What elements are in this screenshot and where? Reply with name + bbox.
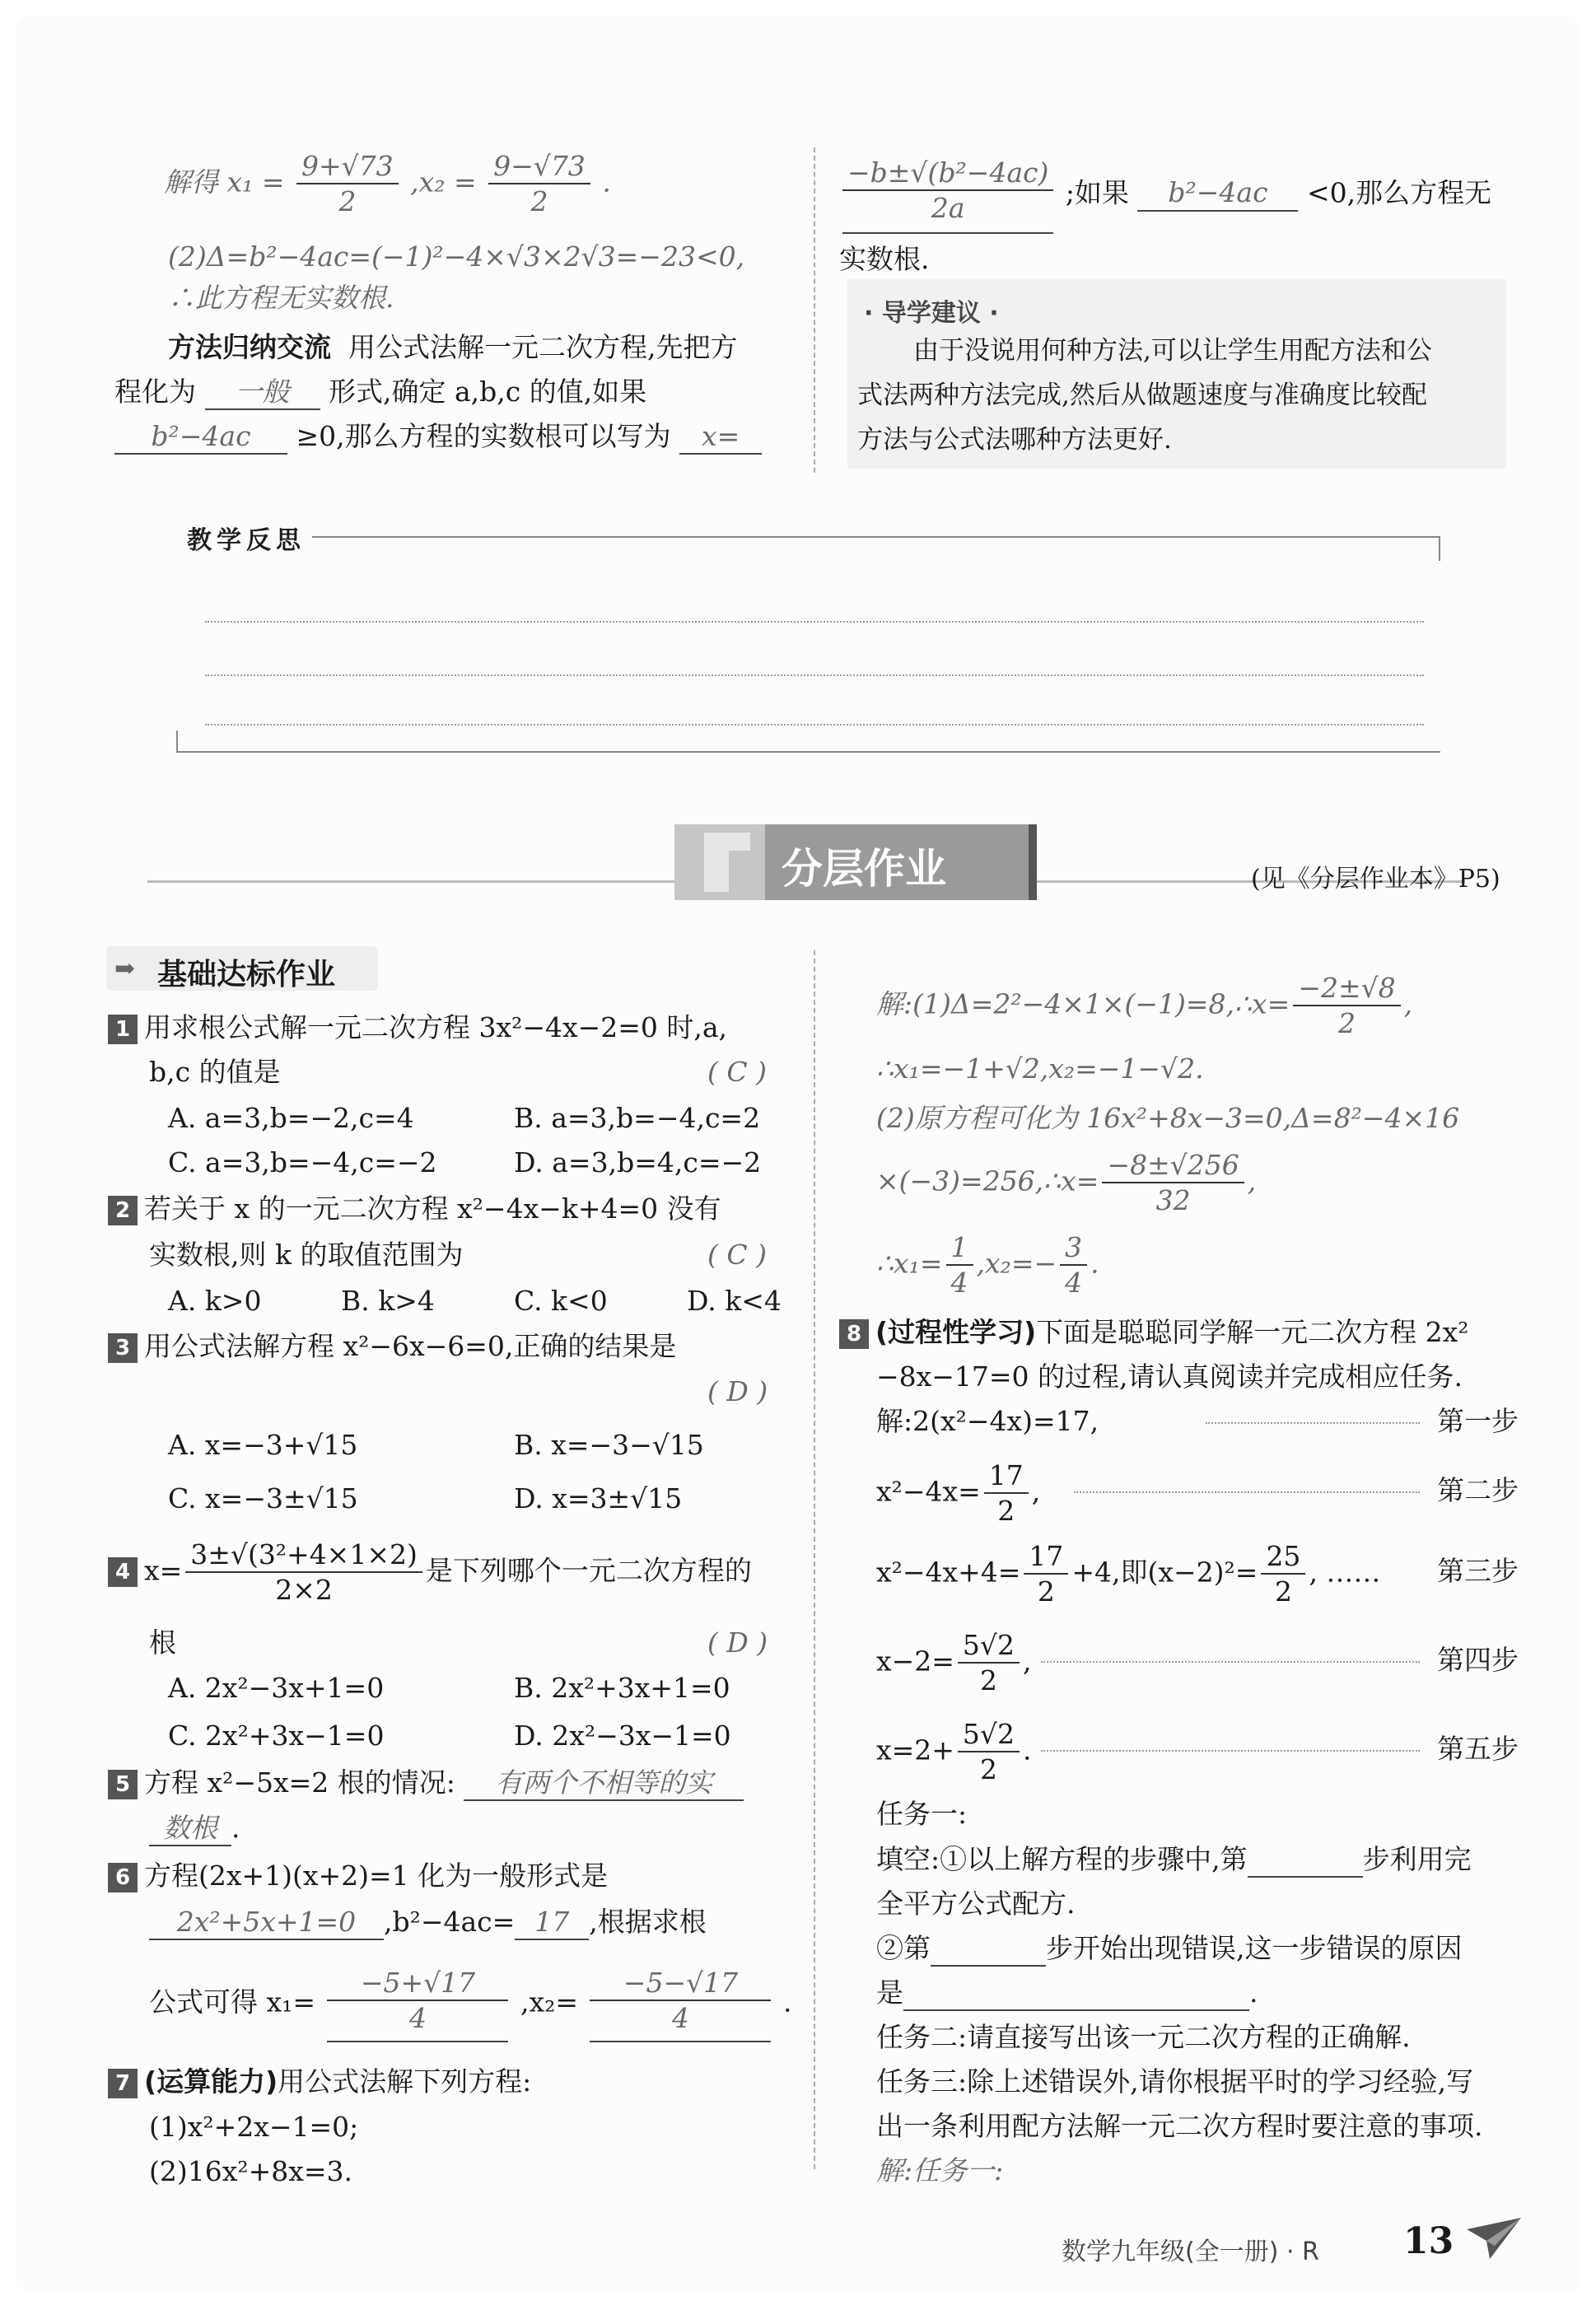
blank-discriminant-2[interactable]: b²−4ac: [1137, 175, 1298, 211]
q1-option-d[interactable]: D. a=3,b=4,c=−2: [514, 1146, 762, 1178]
reflection-title: 教学反思: [187, 526, 306, 555]
reflection-right-tick: [1439, 536, 1440, 561]
q8-step-1: 解:2(x²−4x)=17, 第一步: [876, 1405, 1519, 1437]
q8-task-2: 任务二:请直接写出该一元二次方程的正确解.: [876, 2021, 1411, 2053]
solution-line-1: 解得 x₁ = $\frac{9+√73}{2}$ ,x₂ = $\frac{9-√73}{2}$ .: [164, 150, 611, 218]
column-divider-top: [814, 147, 815, 473]
q3-line-1: 3 用公式法解方程 x²−6x−6=0,正确的结果是: [108, 1329, 676, 1363]
q7-part-2: (2)16x²+8x=3.: [149, 2155, 352, 2187]
q4-answer: ( D ): [707, 1626, 768, 1659]
column-divider-bottom: [814, 950, 815, 2169]
q2-option-b[interactable]: B. k>4: [341, 1285, 435, 1317]
q4-option-b[interactable]: B. 2x²+3x+1=0: [514, 1672, 730, 1704]
reflection-top-rule: [312, 536, 1440, 538]
q5-number: 5: [108, 1770, 138, 1799]
reflection-line-3[interactable]: [205, 724, 1424, 726]
q7-solution-line-2: ∴x₁=−1+√2,x₂=−1−√2.: [876, 1052, 1204, 1085]
q7-solution-line-5: ∴x₁= $\frac{1}{4}$ ,x₂=− $\frac{3}{4}$ .: [876, 1231, 1099, 1300]
guide-line-1: 由于没说用何种方法,可以让学生用配方法和公: [913, 336, 1432, 366]
q4-line-1: 4 x= $\frac{\text{3±√(3²+4×1×2)}}{2\times 2}$ 是下列哪个一元二次方程的: [108, 1538, 752, 1608]
guide-line-3: 方法与公式法哪种方法更好.: [857, 425, 1172, 455]
guide-title: · 导学建议 ·: [864, 299, 999, 328]
q3-option-a[interactable]: A. x=−3+√15: [168, 1429, 358, 1461]
q8-blank-error-reason[interactable]: [903, 1976, 1249, 2011]
q8-task-1-line-2: 全平方公式配方.: [876, 1888, 1076, 1920]
q8-task-1-line-3: ②第 步开始出现错误,这一步错误的原因: [876, 1931, 1463, 1967]
banner-title: 分层作业: [782, 845, 946, 893]
solution-line-2: (2)Δ=b²−4ac=(−1)²−4×√3×2√3=−23<0,: [168, 240, 745, 273]
q4-option-a[interactable]: A. 2x²−3x+1=0: [168, 1672, 385, 1704]
formula-line-2: 实数根.: [839, 243, 930, 275]
method-line-1: 方法归纳交流 用公式法解一元二次方程,先把方: [168, 331, 738, 363]
q7-line-1: 7 (运算能力)用公式法解下列方程:: [108, 2065, 531, 2098]
q8-step-4: x−2= $\frac{5√2}{2}$ , 第四步: [876, 1629, 1519, 1697]
q5-line-1: 5 方程 x²−5x=2 根的情况: 有两个不相等的实: [108, 1766, 744, 1801]
q6-line-3: 公式可得 x₁= $\frac{-5+√17}{4}$ ,x₂= $\frac{-5-√17}{4}$ .: [149, 1966, 791, 2042]
q2-line-1: 2 若关于 x 的一元二次方程 x²−4x−k+4=0 没有: [108, 1192, 721, 1225]
banner: [674, 824, 1037, 900]
q1-answer: ( C ): [707, 1056, 767, 1088]
q8-number: 8: [839, 1319, 869, 1349]
paper-plane-icon: [1465, 2213, 1523, 2262]
q8-line-1: 8 (过程性学习)下面是聪聪同学解一元二次方程 2x²: [839, 1315, 1469, 1349]
q8-line-2: −8x−17=0 的过程,请认真阅读并完成相应任务.: [876, 1360, 1463, 1393]
q2-option-d[interactable]: D. k<4: [687, 1285, 782, 1317]
banner-reference: (见《分层作业本》P5): [1251, 865, 1500, 894]
q8-step-3: x²−4x+4= $\frac{17}{2}$ +4,即(x−2)²= $\frac{25}{2}$ , …… 第三步: [876, 1540, 1519, 1608]
guide-line-2: 式法两种方法完成,然后从做题速度与准确度比较配: [857, 380, 1427, 410]
reflection-bottom-rule: [176, 751, 1440, 753]
formula-continuation: $\frac{\text{−b±√(b²−4ac)}}{2a}$ ;如果 b²−4ac <0,那么方程无: [839, 156, 1491, 234]
q8-task-1-line-4: 是 .: [876, 1976, 1258, 2011]
blank-discriminant[interactable]: b²−4ac: [114, 419, 287, 455]
q3-option-d[interactable]: D. x=3±√15: [514, 1482, 683, 1514]
q1-line-1: 1 用求根公式解一元二次方程 3x²−4x−2=0 时,a,: [108, 1010, 727, 1044]
q8-step-5: x=2+ $\frac{5√2}{2}$ . 第五步: [876, 1718, 1519, 1786]
q7-number: 7: [108, 2069, 138, 2098]
q1-option-b[interactable]: B. a=3,b=−4,c=2: [514, 1102, 761, 1134]
reflection-left-tick: [176, 730, 178, 752]
method-line-2: 程化为 一般 形式,确定 a,b,c 的值,如果: [114, 375, 646, 410]
q5-line-2: 数根 .: [149, 1811, 240, 1846]
worksheet-page: [16, 16, 1580, 2293]
blank-general-form[interactable]: 一般: [205, 375, 320, 410]
q3-option-c[interactable]: C. x=−3±√15: [168, 1482, 358, 1514]
q1-number: 1: [108, 1015, 138, 1044]
q8-blank-step-complete-square[interactable]: [1248, 1842, 1363, 1878]
q1-option-c[interactable]: C. a=3,b=−4,c=−2: [168, 1146, 437, 1178]
q8-blank-error-step[interactable]: [931, 1931, 1046, 1967]
blank-x[interactable]: x=: [679, 419, 762, 455]
q2-line-2: 实数根,则 k 的取值范围为: [149, 1239, 464, 1271]
q6-line-2: 2x²+5x+1=0 ,b²−4ac= 17 ,根据求根: [149, 1905, 707, 1940]
q8-task-1-line-1: 填空:①以上解方程的步骤中,第 步利用完: [876, 1842, 1472, 1878]
q3-answer: ( D ): [707, 1375, 768, 1407]
q7-solution-line-1: 解:(1)Δ=2²−4×1×(−1)=8,∴x= $\frac{-2\pm√8}{2}$ ,: [876, 972, 1413, 1040]
q8-task-1-title: 任务一:: [876, 1798, 968, 1830]
q5-answer-blank-2[interactable]: 数根: [149, 1811, 231, 1846]
banner-emblem: [674, 824, 765, 900]
q7-solution-line-4: ×(−3)=256,∴x= $\frac{-8\pm√256}{32}$ ,: [876, 1149, 1257, 1217]
q6-discriminant-blank[interactable]: 17: [515, 1905, 589, 1940]
q8-task-3-line-2: 出一条利用配方法解一元二次方程时要注意的事项.: [876, 2110, 1483, 2142]
q2-option-a[interactable]: A. k>0: [168, 1285, 262, 1317]
q8-solution-start: 解:任务一:: [876, 2154, 1004, 2186]
footer-book-title: 数学九年级(全一册) · R: [1062, 2238, 1319, 2266]
method-title: 方法归纳交流: [168, 331, 331, 363]
arrow-icon: ➡: [114, 954, 136, 983]
page-number: 13: [1403, 2220, 1454, 2262]
q4-number: 4: [108, 1557, 138, 1587]
q2-number: 2: [108, 1196, 138, 1225]
q1-option-a[interactable]: A. a=3,b=−2,c=4: [168, 1102, 414, 1134]
q4-line-2: 根: [149, 1626, 176, 1659]
q3-number: 3: [108, 1333, 138, 1363]
q8-step-2: x²−4x= $\frac{17}{2}$ , 第二步: [876, 1459, 1519, 1528]
q2-answer: ( C ): [707, 1239, 767, 1271]
q4-option-d[interactable]: D. 2x²−3x−1=0: [514, 1720, 731, 1752]
q2-option-c[interactable]: C. k<0: [514, 1285, 608, 1317]
q6-general-form-blank[interactable]: 2x²+5x+1=0: [149, 1905, 384, 1940]
q5-answer-blank-1[interactable]: 有两个不相等的实: [464, 1766, 744, 1801]
method-line-3: b²−4ac ≥0,那么方程的实数根可以写为 x=: [114, 419, 762, 455]
reflection-line-2[interactable]: [205, 674, 1424, 676]
q7-solution-line-3: (2)原方程可化为 16x²+8x−3=0,Δ=8²−4×16: [876, 1102, 1460, 1134]
q6-number: 6: [108, 1863, 138, 1892]
q6-line-1: 6 方程(2x+1)(x+2)=1 化为一般形式是: [108, 1859, 608, 1892]
section-title: 基础达标作业: [157, 958, 336, 992]
q4-option-c[interactable]: C. 2x²+3x−1=0: [168, 1720, 385, 1752]
q7-part-1: (1)x²+2x−1=0;: [149, 2111, 359, 2143]
section-header: [106, 946, 378, 991]
solution-line-3: ∴此方程无实数根.: [168, 282, 394, 314]
reflection-line-1[interactable]: [205, 621, 1424, 623]
q3-option-b[interactable]: B. x=−3−√15: [514, 1429, 704, 1461]
guide-box: [847, 279, 1506, 469]
q1-line-2: b,c 的值是: [149, 1056, 281, 1088]
q8-task-3-line-1: 任务三:除上述错误外,请你根据平时的学习经验,写: [876, 2065, 1474, 2098]
